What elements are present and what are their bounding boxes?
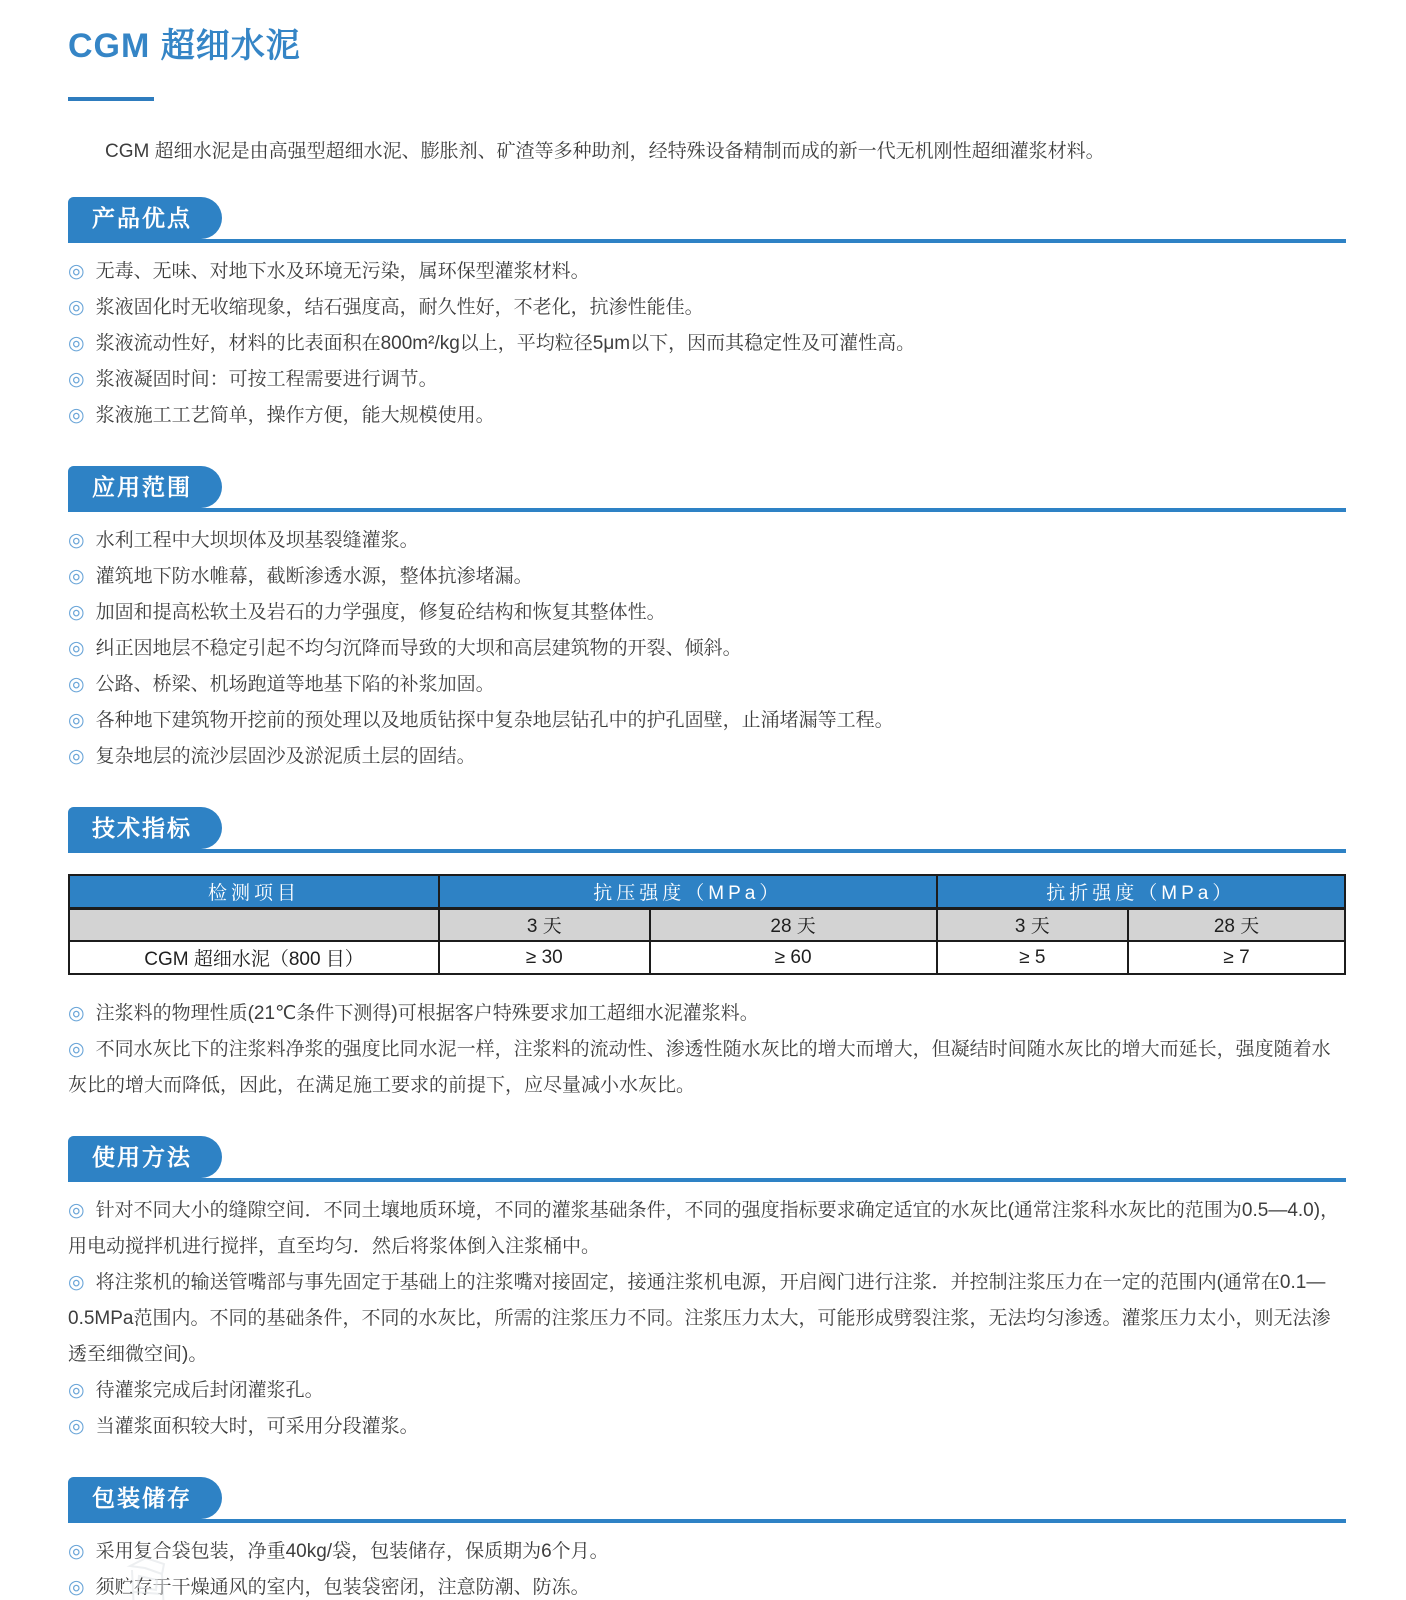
list-item — [68, 326, 1346, 362]
list-item-text: 将注浆机的输送管嘴部与事先固定于基础上的注浆嘴对接固定，接通注浆机电源，开启阀门进行注浆．并控制注浆压力在一定的范围内(通常在0.1—0.5MPa范围内。不同的基础条件，不同的水灰比，所需的注浆压力不同。注浆压力太大，可能形成劈裂注浆，无法均匀渗透。灌浆压力太小，则无法渗透至细微空间)。 — [68, 1272, 1331, 1365]
list-item — [68, 559, 1346, 595]
spec-value: ≥ 60 — [650, 941, 937, 974]
spec-sub-28d: 28 天 — [650, 908, 937, 941]
bullseye-bullet-icon: ◎ — [68, 530, 85, 551]
note-text: 注浆料的物理性质(21℃条件下测得)可根据客户特殊要求加工超细水泥灌浆料。 — [95, 1003, 759, 1024]
spec-col-project: 检测项目 — [69, 875, 439, 908]
section-badge-specs: 技术指标 — [68, 807, 222, 849]
list-item-text: 复杂地层的流沙层固沙及淤泥质土层的固结。 — [95, 746, 476, 767]
list-item — [68, 1265, 1346, 1373]
list-item — [68, 254, 1346, 290]
list-item — [68, 631, 1346, 667]
list-item-text: 针对不同大小的缝隙空间．不同土壤地质环境，不同的灌浆基础条件，不同的强度指标要求确定适宜的水灰比(通常注浆科水灰比的范围为0.5—4.0)，用电动搅拌机进行搅拌，直至均匀．然后将浆体倒入注浆桶中。 — [68, 1200, 1340, 1257]
spec-col-compressive: 抗压强度（MPa） — [439, 875, 937, 908]
spec-table-header-row — [69, 875, 1345, 908]
bullseye-bullet-icon: ◎ — [68, 746, 85, 767]
list-item — [68, 1534, 1346, 1570]
bullseye-bullet-icon: ◎ — [68, 1380, 85, 1401]
bullseye-bullet-icon: ◎ — [68, 1039, 85, 1060]
spec-table-data-row — [69, 941, 1345, 974]
title-underline — [68, 97, 154, 101]
page-title: CGM 超细水泥 — [68, 27, 301, 65]
section-badge-storage: 包装储存 — [68, 1477, 222, 1519]
intro-paragraph: CGM 超细水泥是由高强型超细水泥、膨胀剂、矿渣等多种助剂，经特殊设备精制而成的新一代无机刚性超细灌浆材料。 — [105, 141, 1105, 162]
spec-sub-empty — [69, 908, 439, 941]
list-item — [68, 667, 1346, 703]
product-bag-watermark-image — [112, 1552, 182, 1600]
section-usage — [68, 1136, 1346, 1445]
spec-value: ≥ 5 — [937, 941, 1128, 974]
bullseye-bullet-icon: ◎ — [68, 1003, 85, 1024]
section-specs — [68, 807, 1346, 1104]
list-item — [68, 290, 1346, 326]
list-item-text: 当灌浆面积较大时，可采用分段灌浆。 — [95, 1416, 419, 1437]
bullseye-bullet-icon: ◎ — [68, 638, 85, 659]
spec-sub-3d: 3 天 — [439, 908, 650, 941]
bullseye-bullet-icon: ◎ — [68, 566, 85, 587]
usage-list — [68, 1193, 1346, 1445]
section-header-rule — [68, 1477, 1346, 1523]
bullseye-bullet-icon: ◎ — [68, 710, 85, 731]
section-storage — [68, 1477, 1346, 1600]
list-item-text: 加固和提高松软土及岩石的力学强度，修复砼结构和恢复其整体性。 — [95, 602, 666, 623]
bullseye-bullet-icon: ◎ — [68, 1541, 85, 1562]
list-item — [68, 1193, 1346, 1265]
list-item — [68, 703, 1346, 739]
list-item-text: 无毒、无味、对地下水及环境无污染，属环保型灌浆材料。 — [95, 261, 590, 282]
list-item-text: 待灌浆完成后封闭灌浆孔。 — [95, 1380, 324, 1401]
document-page — [68, 0, 1346, 1600]
note-text: 不同水灰比下的注浆料净浆的强度比同水泥一样，注浆料的流动性、渗透性随水灰比的增大而增大，但凝结时间随水灰比的增大而延长，强度随着水灰比的增大而降低，因此，在满足施工要求的前提下，应尽量减小水灰比。 — [68, 1039, 1331, 1096]
section-badge-applications: 应用范围 — [68, 466, 222, 508]
list-item-text: 纠正因地层不稳定引起不均匀沉降而导致的大坝和高层建筑物的开裂、倾斜。 — [95, 638, 742, 659]
note-item — [68, 1032, 1346, 1104]
spec-value: ≥ 7 — [1128, 941, 1345, 974]
section-advantages — [68, 197, 1346, 434]
list-item — [68, 1570, 1346, 1600]
bullseye-bullet-icon: ◎ — [68, 369, 85, 390]
bullseye-bullet-icon: ◎ — [68, 261, 85, 282]
bullseye-bullet-icon: ◎ — [68, 297, 85, 318]
spec-notes — [68, 996, 1346, 1104]
spec-table — [68, 874, 1346, 975]
note-item — [68, 996, 1346, 1032]
list-item — [68, 595, 1346, 631]
list-item-text: 须贮存于干燥通风的室内，包装袋密闭，注意防潮、防冻。 — [95, 1577, 590, 1598]
list-item-text: 浆液施工工艺简单，操作方便，能大规模使用。 — [95, 405, 495, 426]
list-item — [68, 523, 1346, 559]
list-item-text: 公路、桥梁、机场跑道等地基下陷的补浆加固。 — [95, 674, 495, 695]
bullseye-bullet-icon: ◎ — [68, 602, 85, 623]
list-item — [68, 1409, 1346, 1445]
list-item — [68, 362, 1346, 398]
list-item — [68, 1373, 1346, 1409]
bullseye-bullet-icon: ◎ — [68, 674, 85, 695]
applications-list — [68, 523, 1346, 775]
bullseye-bullet-icon: ◎ — [68, 405, 85, 426]
list-item-text: 各种地下建筑物开挖前的预处理以及地质钻探中复杂地层钻孔中的护孔固壁，止涌堵漏等工程。 — [95, 710, 894, 731]
bullseye-bullet-icon: ◎ — [68, 1416, 85, 1437]
spec-table-subheader-row — [69, 908, 1345, 941]
list-item-text: 采用复合袋包装，净重40kg/袋，包装储存，保质期为6个月。 — [95, 1541, 609, 1562]
section-badge-usage: 使用方法 — [68, 1136, 222, 1178]
section-applications — [68, 466, 1346, 775]
list-item-text: 浆液固化时无收缩现象，结石强度高，耐久性好，不老化，抗渗性能佳。 — [95, 297, 704, 318]
section-badge-advantages: 产品优点 — [68, 197, 222, 239]
bullseye-bullet-icon: ◎ — [68, 1577, 85, 1598]
list-item-text: 浆液流动性好，材料的比表面积在800m²/kg以上，平均粒径5μm以下，因而其稳定性及可灌性高。 — [95, 333, 916, 354]
list-item — [68, 398, 1346, 434]
spec-sub-3d: 3 天 — [937, 908, 1128, 941]
bullseye-bullet-icon: ◎ — [68, 333, 85, 354]
list-item-text: 灌筑地下防水帷幕，截断渗透水源，整体抗渗堵漏。 — [95, 566, 533, 587]
bullseye-bullet-icon: ◎ — [68, 1200, 85, 1221]
spec-sub-28d: 28 天 — [1128, 908, 1345, 941]
spec-value: ≥ 30 — [439, 941, 650, 974]
advantages-list — [68, 254, 1346, 434]
storage-list — [68, 1534, 1346, 1600]
section-header-rule — [68, 807, 1346, 853]
section-header-rule — [68, 197, 1346, 243]
section-header-rule — [68, 1136, 1346, 1182]
spec-product-name: CGM 超细水泥（800 目） — [69, 941, 439, 974]
bullseye-bullet-icon: ◎ — [68, 1272, 85, 1293]
list-item-text: 水利工程中大坝坝体及坝基裂缝灌浆。 — [95, 530, 419, 551]
section-header-rule — [68, 466, 1346, 512]
list-item-text: 浆液凝固时间：可按工程需要进行调节。 — [95, 369, 438, 390]
spec-col-flexural: 抗折强度（MPa） — [937, 875, 1345, 908]
list-item — [68, 739, 1346, 775]
